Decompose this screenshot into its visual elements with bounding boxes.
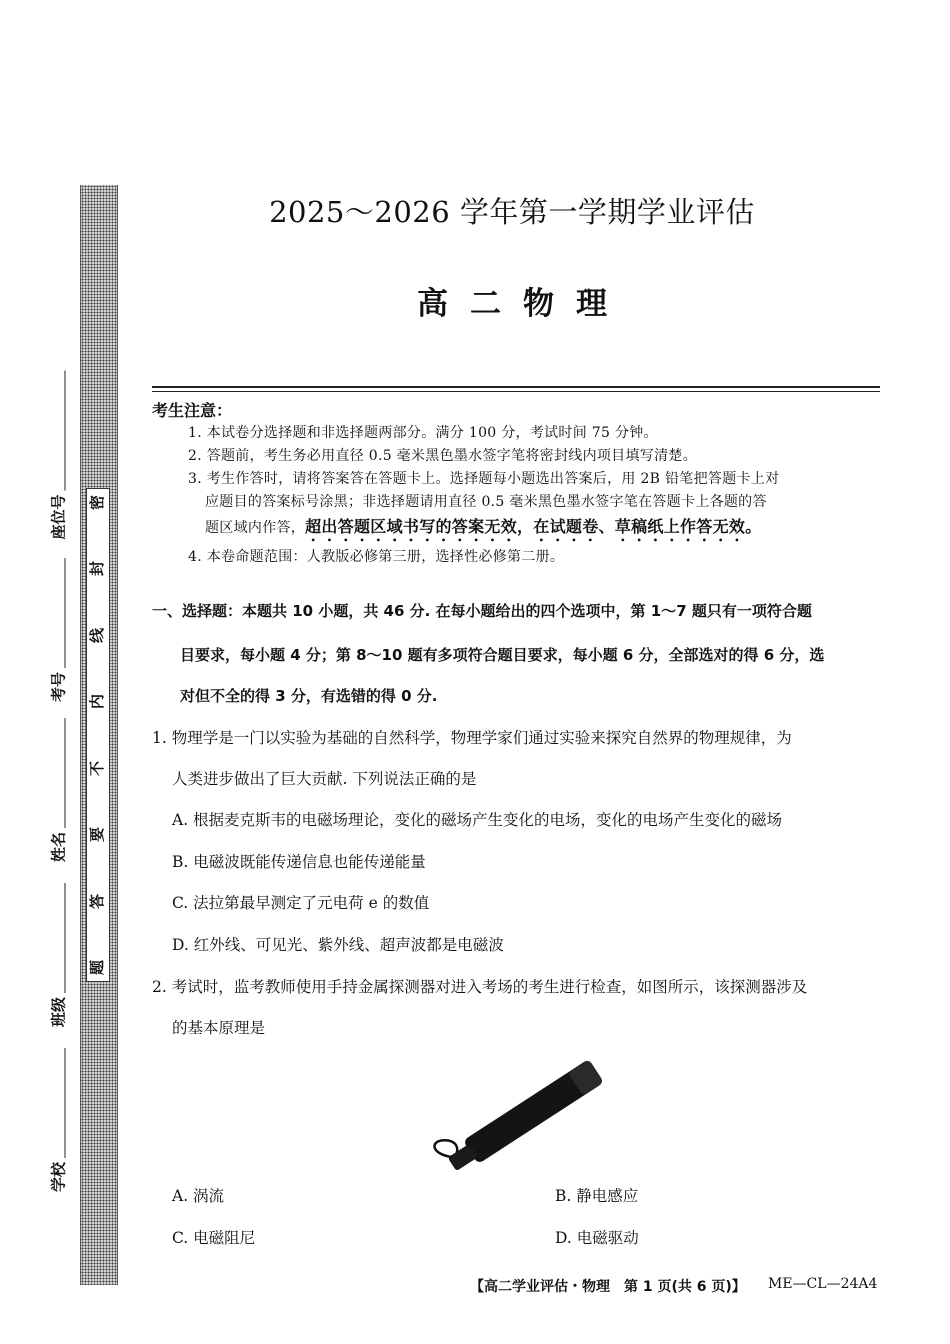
question-1-option-d[interactable]: D. 红外线、可见光、紫外线、超声波都是电磁波 — [172, 936, 504, 954]
seal-char: 不 — [88, 760, 107, 776]
page-footer: 【高二学业评估・物理 第 1 页(共 6 页)】 — [470, 1279, 746, 1295]
notice-heading: 考生注意： — [152, 401, 233, 420]
metal-detector-figure — [430, 1055, 620, 1180]
name-label: 姓名 — [49, 831, 68, 863]
notice-item-3-cont: 应题目的答案标号涂黑；非选择题请用直径 0.5 毫米黑色墨水签字笔在答题卡上各题的答 — [205, 494, 767, 510]
question-2-option-c[interactable]: C. 电磁阻尼 — [172, 1229, 256, 1247]
question-2-option-b[interactable]: B. 静电感应 — [555, 1187, 639, 1205]
seal-char: 答 — [88, 893, 107, 909]
notice-item-1: 1. 本试卷分选择题和非选择题两部分。满分 100 分，考试时间 75 分钟。 — [188, 425, 658, 441]
section-heading: 一、选择题：本题共 10 小题，共 46 分. 在每小题给出的四个选项中，第 1～7 题只有一项符合题 — [152, 602, 812, 620]
question-1-option-a[interactable]: A. 根据麦克斯韦的电磁场理论，变化的磁场产生变化的电场，变化的电场产生变化的磁场 — [172, 811, 783, 829]
seal-char: 要 — [88, 827, 107, 843]
question-2-option-a[interactable]: A. 涡流 — [172, 1187, 225, 1205]
paper-code: ME—CL—24A4 — [768, 1276, 878, 1292]
seal-char: 线 — [88, 627, 107, 643]
notice-emphasis-text: 超出答题区域书写的答案无效，在试题卷、草稿纸上作答无效。 — [305, 517, 762, 536]
question-1-option-c[interactable]: C. 法拉第最早测定了元电荷 e 的数值 — [172, 894, 430, 912]
school-field[interactable] — [48, 1048, 69, 1192]
name-field[interactable] — [48, 718, 69, 862]
school-label: 学校 — [49, 1161, 68, 1193]
seat-number-label: 座位号 — [49, 494, 68, 540]
section-heading-cont: 对但不全的得 3 分，有选错的得 0 分. — [180, 687, 438, 705]
divider — [152, 386, 880, 388]
notice-item-4: 4. 本卷命题范围：人教版必修第三册，选择性必修第二册。 — [188, 549, 565, 565]
question-1-stem-cont: 人类进步做出了巨大贡献. 下列说法正确的是 — [172, 770, 477, 788]
exam-title: 2025～2026 学年第一学期学业评估 — [269, 195, 755, 229]
seal-line-notice — [86, 488, 110, 982]
question-1-stem: 1. 物理学是一门以实验为基础的自然科学，物理学家们通过实验来探究自然界的物理规律，为 — [152, 729, 792, 747]
subject-title: 高二物理 — [417, 286, 629, 322]
class-label: 班级 — [49, 996, 68, 1028]
notice-plain-text: 题区域内作答， — [205, 520, 306, 536]
section-heading-cont: 目要求，每小题 4 分；第 8～10 题有多项符合题目要求，每小题 6 分，全部选对的得 6 分，选 — [180, 646, 825, 664]
notice-item-3: 3. 考生作答时，请将答案答在答题卡上。选择题每小题选出答案后，用 2B 铅笔把答题卡上对 — [188, 471, 780, 487]
question-2-stem: 2. 考试时，监考教师使用手持金属探测器对进入考场的考生进行检查，如图所示，该探测器涉及 — [152, 978, 808, 996]
seal-char: 封 — [88, 561, 107, 577]
question-1-option-b[interactable]: B. 电磁波既能传递信息也能传递能量 — [172, 853, 426, 871]
class-field[interactable] — [48, 883, 69, 1027]
seal-char: 内 — [88, 694, 107, 710]
seal-char: 题 — [88, 959, 107, 975]
divider — [152, 391, 880, 392]
seal-char: 密 — [88, 494, 107, 511]
question-2-stem-cont: 的基本原理是 — [172, 1019, 266, 1037]
seat-number-field[interactable] — [48, 370, 69, 539]
notice-item-3-cont — [205, 515, 762, 545]
question-2-option-d[interactable]: D. 电磁驱动 — [555, 1229, 639, 1247]
exam-number-label: 考号 — [49, 671, 68, 703]
notice-item-2: 2. 答题前，考生务必用直径 0.5 毫米黑色墨水签字笔将密封线内项目填写清楚。 — [188, 448, 697, 464]
exam-number-field[interactable] — [48, 558, 69, 702]
